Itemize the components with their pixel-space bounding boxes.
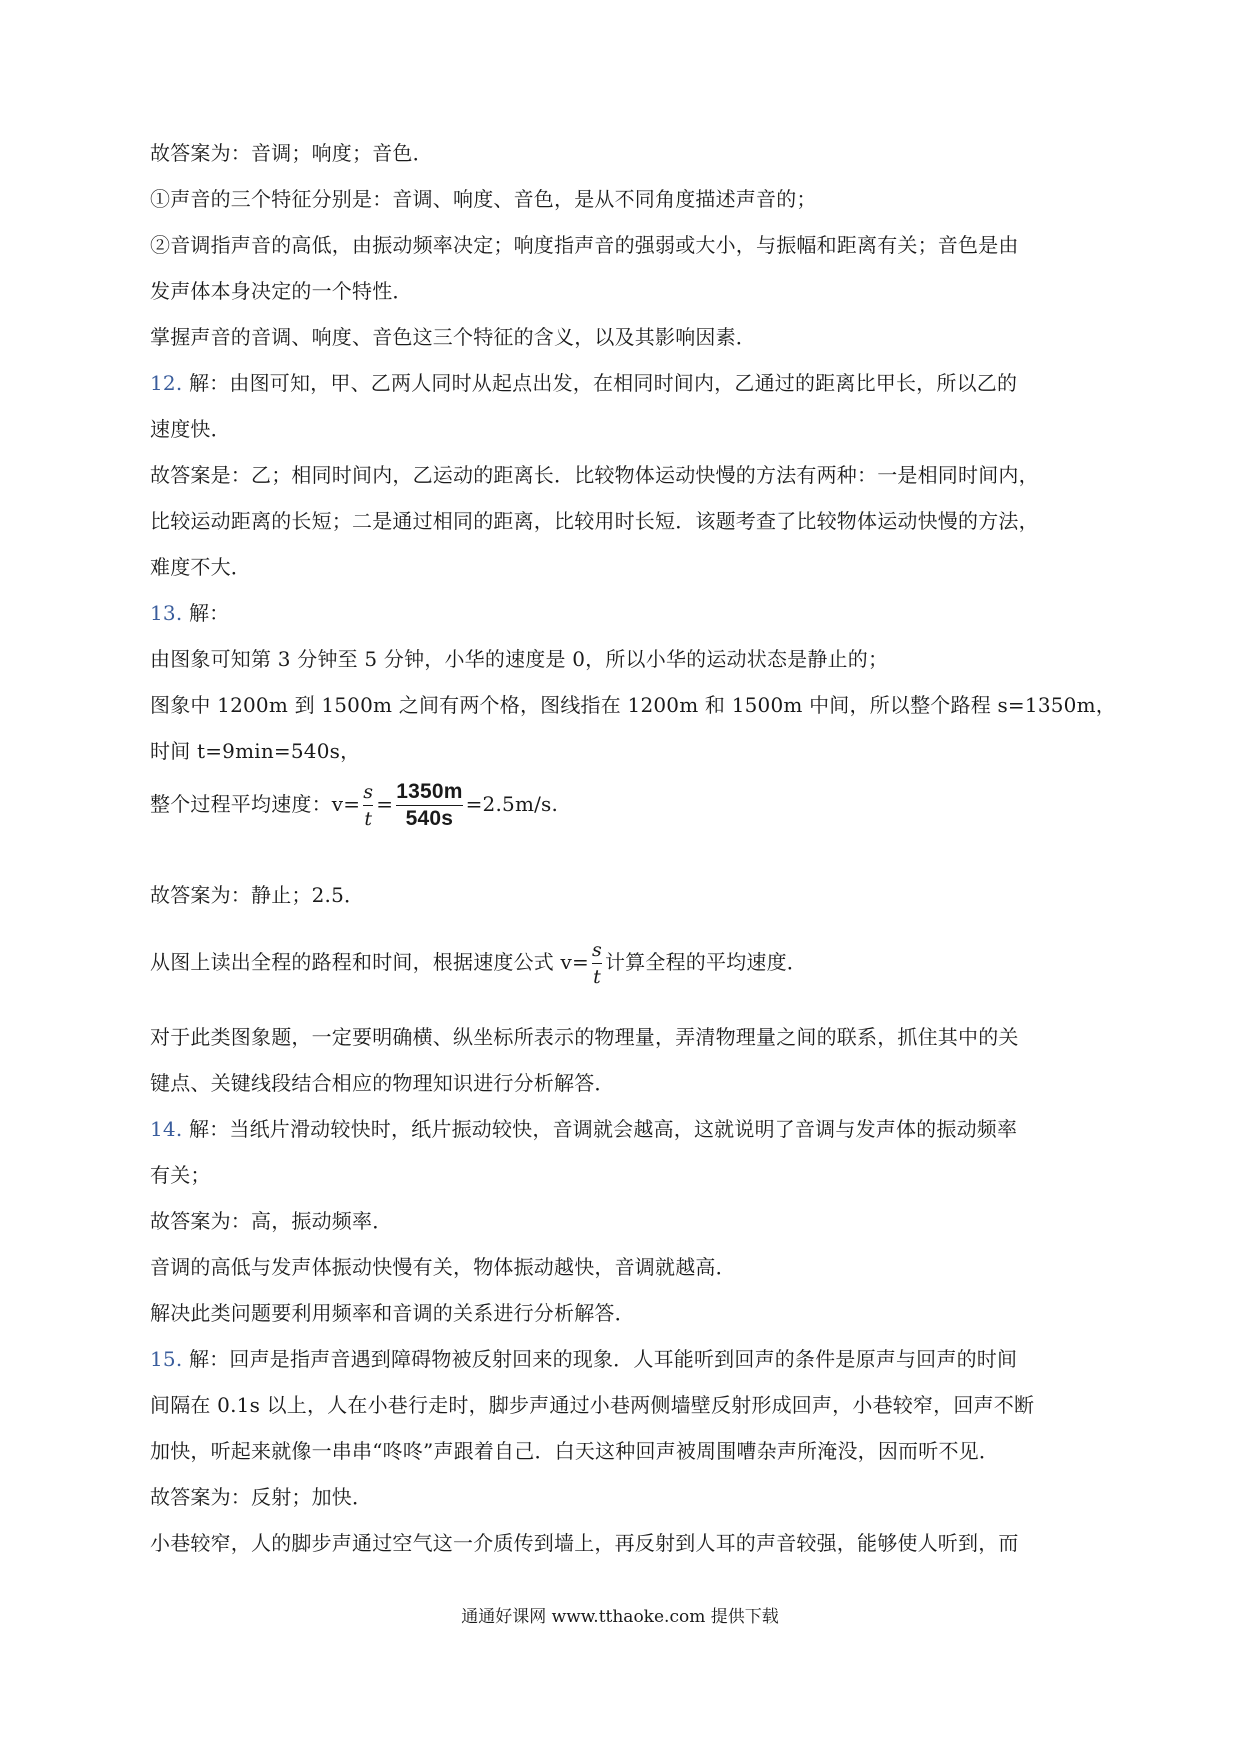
- text-line: 加快，听起来就像一串串“咚咚”声跟着自己．白天这种回声被周围嘈杂声所淹没，因而听不见．: [150, 1439, 1000, 1463]
- text-segment: 解：由图可知，甲、乙两人同时从起点出发，在相同时间内，乙通过的距离比甲长，所以乙的: [188, 371, 1018, 395]
- formula-suffix: 计算全程的平均速度．: [604, 950, 807, 974]
- formula-result: =2.5m/s.: [465, 792, 559, 816]
- fraction-value: [396, 780, 462, 831]
- question-number: 15.: [150, 1347, 183, 1371]
- text-line: ②音调指声音的高低，由振动频率决定；响度指声音的强弱或大小，与振幅和距离有关；音色是由: [150, 233, 1019, 257]
- fraction-s-over-t: [592, 938, 602, 989]
- text-line: 键点、关键线段结合相应的物理知识进行分析解答．: [150, 1071, 615, 1095]
- formula-average-speed: [150, 780, 1110, 831]
- question-number: 12.: [150, 371, 183, 395]
- text-line: 故答案为：反射；加快．: [150, 1485, 373, 1509]
- fraction-denominator: t: [364, 808, 373, 830]
- text-line: 比较运动距离的长短；二是通过相同的距离，比较用时长短．该题考查了比较物体运动快慢的方法，: [150, 509, 1039, 533]
- text-line: 难度不大．: [150, 555, 251, 579]
- text-line: 故答案为：高，振动频率．: [150, 1209, 393, 1233]
- fraction-numerator: 1350m: [396, 780, 463, 803]
- formula-prefix: 从图上读出全程的路程和时间，根据速度公式 v=: [150, 950, 590, 974]
- question-number: 13.: [150, 601, 183, 625]
- text-line: 音调的高低与发声体振动快慢有关，物体振动越快，音调就越高．: [150, 1255, 736, 1279]
- question-13-line: [150, 598, 1110, 628]
- page-footer: 通通好课网 www.tthaoke.com 提供下载: [461, 1607, 779, 1627]
- text-line: 速度快．: [150, 417, 231, 441]
- text-segment: 解：当纸片滑动较快时，纸片振动较快，音调就会越高，这就说明了音调与发声体的振动频率: [188, 1117, 1018, 1141]
- text-line: 故答案是：乙；相同时间内，乙运动的距离长．比较物体运动快慢的方法有两种：一是相同时间内，: [150, 463, 1039, 487]
- text-line: 故答案为：音调；响度；音色．: [150, 141, 433, 165]
- text-line: 时间 t=9min=540s，: [150, 739, 361, 763]
- fraction-denominator: t: [593, 966, 601, 988]
- fraction-denominator: 540s: [405, 807, 454, 830]
- text-line: 由图象可知第 3 分钟至 5 分钟，小华的速度是 0，所以小华的运动状态是静止的；: [150, 647, 889, 671]
- equals-sign: =: [376, 792, 394, 816]
- text-line: 掌握声音的音调、响度、音色这三个特征的含义，以及其影响因素．: [150, 325, 756, 349]
- fraction-numerator: s: [592, 939, 602, 961]
- formula-speed-definition: [150, 938, 1110, 989]
- text-line: 小巷较窄，人的脚步声通过空气这一介质传到墙上，再反射到人耳的声音较强，能够使人听到，而: [150, 1531, 1019, 1555]
- text-line: 图象中 1200m 到 1500m 之间有两个格，图线指在 1200m 和 1500m 中间，所以整个路程 s=1350m，: [150, 693, 1116, 717]
- text-line: ①声音的三个特征分别是：音调、响度、音色，是从不同角度描述声音的；: [150, 187, 817, 211]
- text-line: 解决此类问题要利用频率和音调的关系进行分析解答．: [150, 1301, 635, 1325]
- text-line: 间隔在 0.1s 以上，人在小巷行走时，脚步声通过小巷两侧墙壁反射形成回声，小巷较窄，回声不断: [150, 1393, 1035, 1417]
- question-15-line: [150, 1344, 1110, 1374]
- question-12-line: [150, 368, 1110, 398]
- text-line: 有关；: [150, 1163, 211, 1187]
- question-number: 14.: [150, 1117, 183, 1141]
- text-segment: 解：回声是指声音遇到障碍物被反射回来的现象．人耳能听到回声的条件是原声与回声的时间: [188, 1347, 1018, 1371]
- text-segment: 解：: [188, 601, 230, 625]
- fraction-s-over-t: [363, 780, 373, 831]
- text-line: 发声体本身决定的一个特性．: [150, 279, 413, 303]
- text-line: 对于此类图象题，一定要明确横、纵坐标所表示的物理量，弄清物理量之间的联系，抓住其中的关: [150, 1025, 1019, 1049]
- formula-prefix: 整个过程平均速度：v=: [150, 792, 361, 816]
- question-14-line: [150, 1114, 1110, 1144]
- fraction-numerator: s: [363, 781, 374, 803]
- text-line: 故答案为：静止；2.5．: [150, 883, 365, 907]
